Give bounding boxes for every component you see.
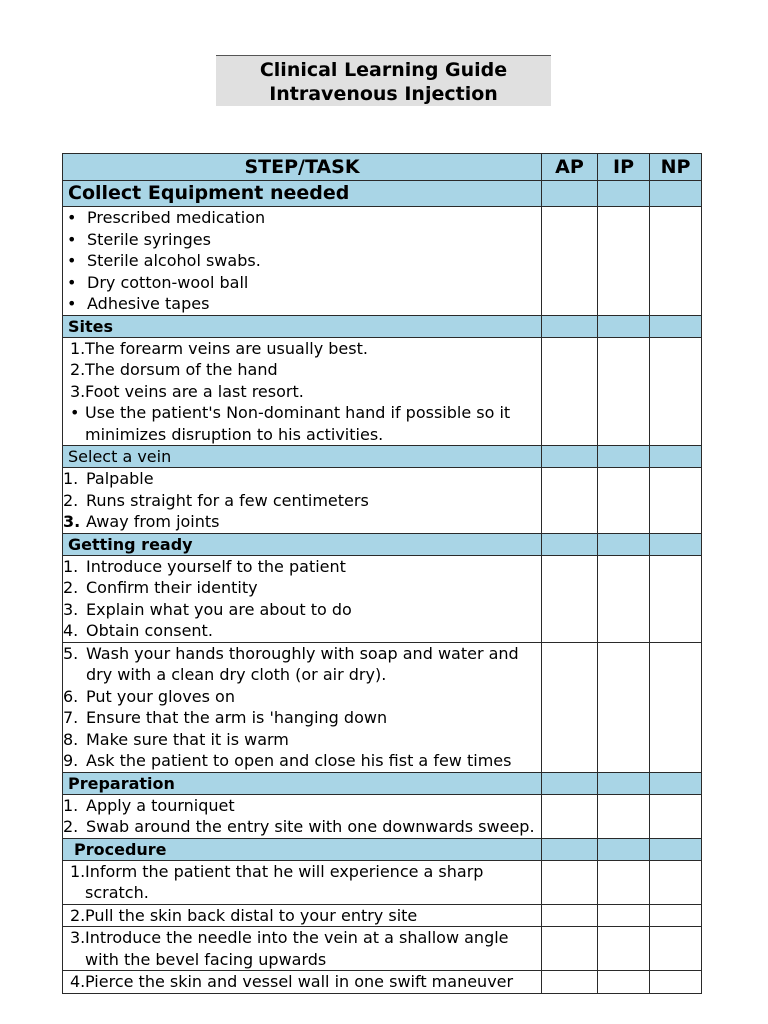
list-item: • Dry cotton-wool ball [63,272,537,294]
cell-ip[interactable] [598,533,650,555]
list-item: 1. Palpable [63,469,154,488]
section-label-vein: Select a vein [63,446,542,468]
list-item: 1. The forearm veins are usually best. [70,338,368,358]
cell-np[interactable] [650,971,702,994]
cell-ap[interactable] [542,337,598,446]
cell-np[interactable] [650,468,702,534]
list-item: 7. Ensure that the arm is 'hanging down [63,708,388,727]
section-row-ready [63,533,702,555]
list-item: 2. Confirm their identity [63,578,258,597]
cell-ip[interactable] [598,555,650,642]
cell-np[interactable] [650,904,702,927]
cell-ap[interactable] [542,181,598,207]
task-cell [63,904,542,927]
section-row-sites [63,315,702,337]
section-row-vein [63,446,702,468]
cell-ip[interactable] [598,971,650,994]
table-row [63,468,702,534]
table-header-row [63,154,702,181]
sites-list [63,338,541,446]
cell-ap[interactable] [542,772,598,794]
cell-ip[interactable] [598,927,650,971]
section-label-ready: Getting ready [63,533,542,555]
section-label-procedure: Procedure [63,838,542,860]
cell-np[interactable] [650,207,702,316]
cell-ap[interactable] [542,860,598,904]
task-cell [63,555,542,642]
list-item: 4. Obtain consent. [63,621,213,640]
cell-ip[interactable] [598,794,650,838]
section-row-equipment [63,181,702,207]
title-line-1: Clinical Learning Guide [259,59,508,81]
cell-ap[interactable] [542,927,598,971]
section-row-procedure [63,838,702,860]
cell-ap[interactable] [542,446,598,468]
ready-list-2 [63,643,541,772]
list-item: 1. Inform the patient that he will experience a sharp scratch. [70,861,484,902]
procedure-step-3 [63,927,541,970]
equipment-list [63,207,537,315]
list-item: 3. Away from joints [63,512,220,531]
task-cell [63,207,542,316]
list-item: 2. The dorsum of the hand [70,360,278,379]
cell-np[interactable] [650,315,702,337]
header-np: NP [650,154,702,181]
cell-ip[interactable] [598,207,650,316]
list-item: 8. Make sure that it is warm [63,729,289,749]
task-cell [63,794,542,838]
table-row [63,207,702,316]
table-row [63,860,702,904]
table-row [63,927,702,971]
task-cell [63,642,542,772]
cell-np[interactable] [650,794,702,838]
ready-list-1 [63,556,541,642]
title-line-2: Intravenous Injection [269,83,498,105]
cell-ap[interactable] [542,315,598,337]
section-label-preparation: Preparation [63,772,542,794]
cell-ap[interactable] [542,468,598,534]
list-item: • Prescribed medication [63,207,537,229]
cell-ap[interactable] [542,971,598,994]
procedure-step-1 [63,861,541,904]
list-item: 1. Apply a tourniquet [63,795,235,815]
list-item: 4. Pierce the skin and vessel wall in one swift maneuver [70,972,514,991]
task-cell [63,337,542,446]
checklist-table [62,153,702,994]
cell-ip[interactable] [598,860,650,904]
list-item: 9. Ask the patient to open and close his fist a few times [63,751,512,770]
cell-np[interactable] [650,181,702,207]
list-item: 6. Put your gloves on [63,686,235,706]
task-cell [63,971,542,994]
cell-ap[interactable] [542,555,598,642]
list-item: 5. Wash your hands thoroughly with soap and water and dry with a clean dry cloth (or air dry). [63,643,519,684]
cell-ip[interactable] [598,838,650,860]
table-row [63,971,702,994]
task-cell [63,860,542,904]
list-item: 2. Pull the skin back distal to your entry site [70,905,418,925]
list-item: • Adhesive tapes [63,293,537,315]
cell-ap[interactable] [542,207,598,316]
cell-np[interactable] [650,838,702,860]
vein-list [63,468,541,533]
list-item: • Sterile syringes [63,229,537,251]
list-item: 1. Introduce yourself to the patient [63,556,346,576]
section-label-equipment: Collect Equipment needed [63,181,542,207]
cell-ip[interactable] [598,315,650,337]
list-item: 2. Runs straight for a few centimeters [63,490,369,510]
header-step-task: STEP/TASK [63,154,542,181]
cell-np[interactable] [650,927,702,971]
cell-np[interactable] [650,642,702,772]
list-item: 2. Swab around the entry site with one downwards sweep. [63,817,535,836]
cell-ip[interactable] [598,181,650,207]
list-item: • Use the patient's Non-dominant hand if possible so it minimizes disruption to his activities. [70,403,511,444]
list-item: • Sterile alcohol swabs. [63,250,537,272]
cell-ip[interactable] [598,337,650,446]
cell-np[interactable] [650,337,702,446]
cell-ap[interactable] [542,794,598,838]
header-ip: IP [598,154,650,181]
cell-ap[interactable] [542,642,598,772]
cell-np[interactable] [650,860,702,904]
list-item: 3. Foot veins are a last resort. [70,381,304,401]
table-row [63,794,702,838]
prep-list [63,795,541,838]
table-row [63,904,702,927]
procedure-step-2 [63,905,541,927]
cell-ip[interactable] [598,446,650,468]
list-item: 3. Explain what you are about to do [63,599,352,619]
cell-np[interactable] [650,772,702,794]
cell-np[interactable] [650,555,702,642]
section-label-sites: Sites [63,315,542,337]
cell-ip[interactable] [598,468,650,534]
procedure-step-4 [63,971,541,993]
header-ap: AP [542,154,598,181]
cell-ap[interactable] [542,838,598,860]
table-row [63,555,702,642]
task-cell [63,468,542,534]
cell-ap[interactable] [542,904,598,927]
list-item: 3. Introduce the needle into the vein at a shallow angle with the bevel facing upwards [70,928,509,969]
cell-ip[interactable] [598,904,650,927]
cell-np[interactable] [650,446,702,468]
cell-ip[interactable] [598,772,650,794]
guide-title [216,55,551,106]
cell-ap[interactable] [542,533,598,555]
table-row [63,642,702,772]
cell-ip[interactable] [598,642,650,772]
table-row [63,337,702,446]
task-cell [63,927,542,971]
section-row-preparation [63,772,702,794]
cell-np[interactable] [650,533,702,555]
